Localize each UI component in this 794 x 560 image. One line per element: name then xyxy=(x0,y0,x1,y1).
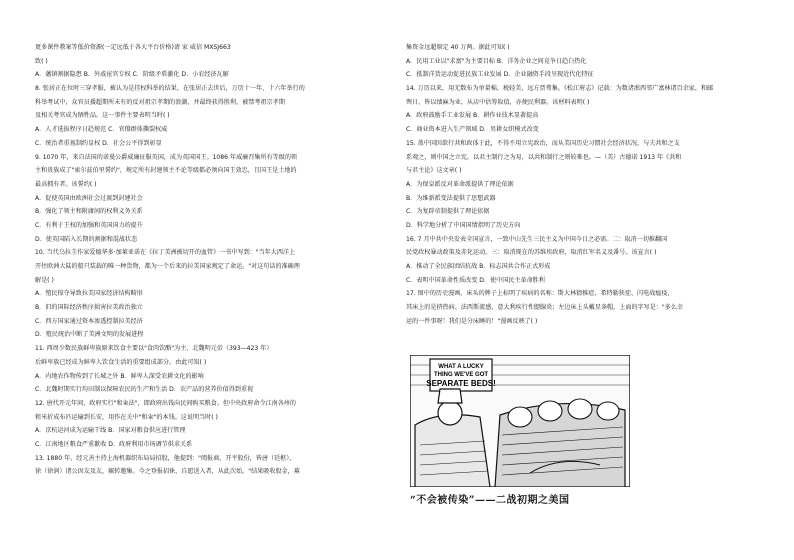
right-line: 16. 7 月中共中央发表全国宣言，一致中山先生三民主义为中国今日之必需。二：取消一切推翻国 xyxy=(406,235,668,243)
left-line: C．北魏时期实行均田制以保障农民的生产和生活 D．农产品的营养价值得到重视 xyxy=(35,386,254,394)
left-line: A．殖民掠夺导致拉美国家经济结构畸形 xyxy=(35,290,143,298)
right-column xyxy=(406,41,766,328)
left-line: 后鲜卑族已经成为鲜卑人饮食生活的重要组成部分。由此可知( ) xyxy=(35,358,207,366)
left-line: B．旧的国际经济秩序损害拉美政治独立 xyxy=(35,304,143,312)
right-line: 15. 盖中国因欲行共和政体于此，不得不用立宪政治，而从美国历史习惯社会经济状况，与夫共和之支 xyxy=(406,139,680,147)
left-line: C．有利于王权的加强和英国国力的提升 xyxy=(35,221,143,229)
right-line: 舆日，皆以绩麻为业，从店中估筹取值，亦便民利器。该材料表明( ) xyxy=(406,98,590,106)
right-line: C．抵制洋货运动促进民族工业发展 D．企业融资手段呈现近代化特征 xyxy=(406,71,594,79)
left-line: 徐（徐润）诸公因友及友，辗转邀集。今之登报招徕，自愿送入者，从此次始。"结果吸收股金，募 xyxy=(35,468,300,476)
left-line: 12. 唐代开元年间，政府实行"和籴法"，即政府出钱向民间购买粮食。但中央政府命令江南各州的 xyxy=(35,399,296,407)
patient-head-2 xyxy=(538,401,562,421)
left-line: B．强化了领主和附庸间的权利义务关系 xyxy=(35,208,143,216)
patient-head-4 xyxy=(597,402,619,420)
left-line: 8. 张居正在位时三穿孝服，被认为是挂权科举的结果，在张居正去世后，万历十一年、十六年举行的 xyxy=(35,85,305,93)
right-line: 与君主论》这文章( ) xyxy=(406,167,462,175)
left-line: D．殖民统治中断了美洲文明的发展进程 xyxy=(35,331,144,339)
right-line: C．表明中国革命性质改变 D．使中国民主革命胜利 xyxy=(406,276,545,284)
right-line: A．推动了全民族团结抗战 B．标志国共合作正式形成 xyxy=(406,263,551,270)
left-line: 及相关考官成为牺牲品。这一事件主要表明当时( ) xyxy=(35,112,170,120)
right-line: A．政府鼓励手工业发展 B．耕作业技术显著提高 xyxy=(406,112,539,120)
left-line: 解是( ) xyxy=(35,276,54,284)
left-line: A．人才选拔程序日趋规范 C．官僚群体撕裂权威 xyxy=(35,126,168,134)
right-line: 运的一件事呀！我们是分床睡的！"漫画反映了( ) xyxy=(406,317,538,325)
left-line: A．内地农作物传到了长城之外 B．鲜卑人深受农耕文化的影响 xyxy=(35,372,204,380)
left-line: A．京杭运河成为运输干线 B．国家对粮食供应进行管理 xyxy=(35,427,186,435)
left-line: 更多课件教案等低价资源(一定远低于各大平台价格)请 家 威信 MXSJ663 xyxy=(35,44,231,51)
right-line: 14. 万历以来，用无数布为单量棉，税轻美，远方贾骛集。《松江府志》记载：为数诸淞西邻广富林诸百余家，和邮 xyxy=(406,85,714,93)
uncle-sam-head xyxy=(438,401,462,425)
left-line: D．使英国陷入长期的割据和混战状态 xyxy=(35,235,138,243)
left-line: 租米折成布匹运输到长安，用作在关中"和籴"的本钱。这说明当时( ) xyxy=(35,413,218,421)
right-line: 集资金远超原定 40 万两。据此可知( ) xyxy=(406,44,510,51)
left-line: 13. 1880 年，经元善主持上海机器织布局局招股，他提到："阅报商、开平股份，皆唐（廷枢）、 xyxy=(35,454,296,462)
right-line: A．为保皇派反对革命派提供了理论依据 xyxy=(406,180,514,188)
sign-text-3: SEPARATE BEDS! xyxy=(426,379,496,388)
left-column xyxy=(35,41,395,479)
star-hat xyxy=(438,389,462,403)
right-line: 民党政权暴动政策及赤化运动。三：取消现在的苏维埃政府，取消红军名义及番号。该宣言( ) xyxy=(406,249,657,257)
historical-cartoon xyxy=(410,355,630,487)
left-bed xyxy=(415,415,490,487)
left-line: 10. 当代乌拉圭作家爱德华多·加莱亚诺在《拉丁美洲被切开的血管》一书中写到："当年大西洋上 xyxy=(35,249,296,257)
sign-text-2: THING WE'VE GOT xyxy=(433,372,489,378)
left-line: C．统治者重视制约皇权 D．社会公平得到彰显 xyxy=(35,139,162,147)
left-line: 9. 1070 年，来自法国的诺曼公爵威廉征服英国，成为英国国王。1086 年威廉召集所有等级的领 xyxy=(35,153,298,161)
patient-head-1 xyxy=(508,407,532,427)
right-line: C．商业资本进入生产领域 D．男耕女织模式改变 xyxy=(406,126,539,134)
cartoon-caption: “不会被传染”——二战初期之美国 xyxy=(410,495,570,506)
sign-text-1: WHAT A LUCKY xyxy=(438,364,484,370)
right-line: 系观之，则中国之立宪，以君主制行之为易，以共和制行之则较难也。—（美）古德诺 1913 年《共和 xyxy=(406,153,682,161)
left-line: A．促使英国由欧洲社会过渡到封建社会 xyxy=(35,194,143,202)
right-line: D．科学地分析了中国国情指明了历史方向 xyxy=(406,221,521,229)
left-line: 最高拥有者。该誓约( ) xyxy=(35,180,97,188)
left-line: C．江南地区粮食严重歉收 D．政府利用市场调节供求关系 xyxy=(35,440,193,448)
left-line: 开往欧洲大陆的船只装载的唯一种货物，都为一个后来的拉美国家规定了命运。"对这句话的准确理 xyxy=(35,263,300,270)
right-line: A．民用工业以"求富"为主要目标 B．洋务企业之间竞争日趋白热化 xyxy=(406,57,587,65)
cartoon-illustration xyxy=(410,355,630,487)
right-line: 其床上的是挤热病、法西斯流感、意大利疾行性腮腺炎；左边床上头戴星条帽，上面的字写是："多么幸 xyxy=(406,304,684,312)
left-line: C．西方国家通过资本渗透控制拉美经济 xyxy=(35,317,143,325)
right-line: 17. 图中的历史漫画，床头的牌子上标明了疾病的名称：斯大林猜推症、希特勒狭症、闪电战瘟疫， xyxy=(406,290,674,298)
patient-head-3 xyxy=(568,399,592,419)
left-line: 11. 西周少数民族鲜卑族原来饮食主要以"食肉饮酪"为主，北魏明元帝（393—423 年） xyxy=(35,345,273,353)
left-line: A．藩镇割据隐患 B．外戚宦官专权 C．阶级矛盾激化 D．小农经济瓦解 xyxy=(35,71,229,79)
left-line: 科举考试中，众官员援超期所未有的反对祖宗孝期的浪潮，并最终获得胜利，被禁考祖宗孝期 xyxy=(35,98,285,106)
right-line: C．为复辟帝制提供了理论依据 xyxy=(406,208,490,216)
right-line: B．为维新派变法提供了思想武器 xyxy=(406,194,496,202)
left-line: 主和贵族成了"索尔兹伯里誓约"，规定所有封建领主不论等级都必须向国王效忠，且国王是土地的 xyxy=(35,167,297,175)
left-line: 致( ) xyxy=(35,57,48,65)
